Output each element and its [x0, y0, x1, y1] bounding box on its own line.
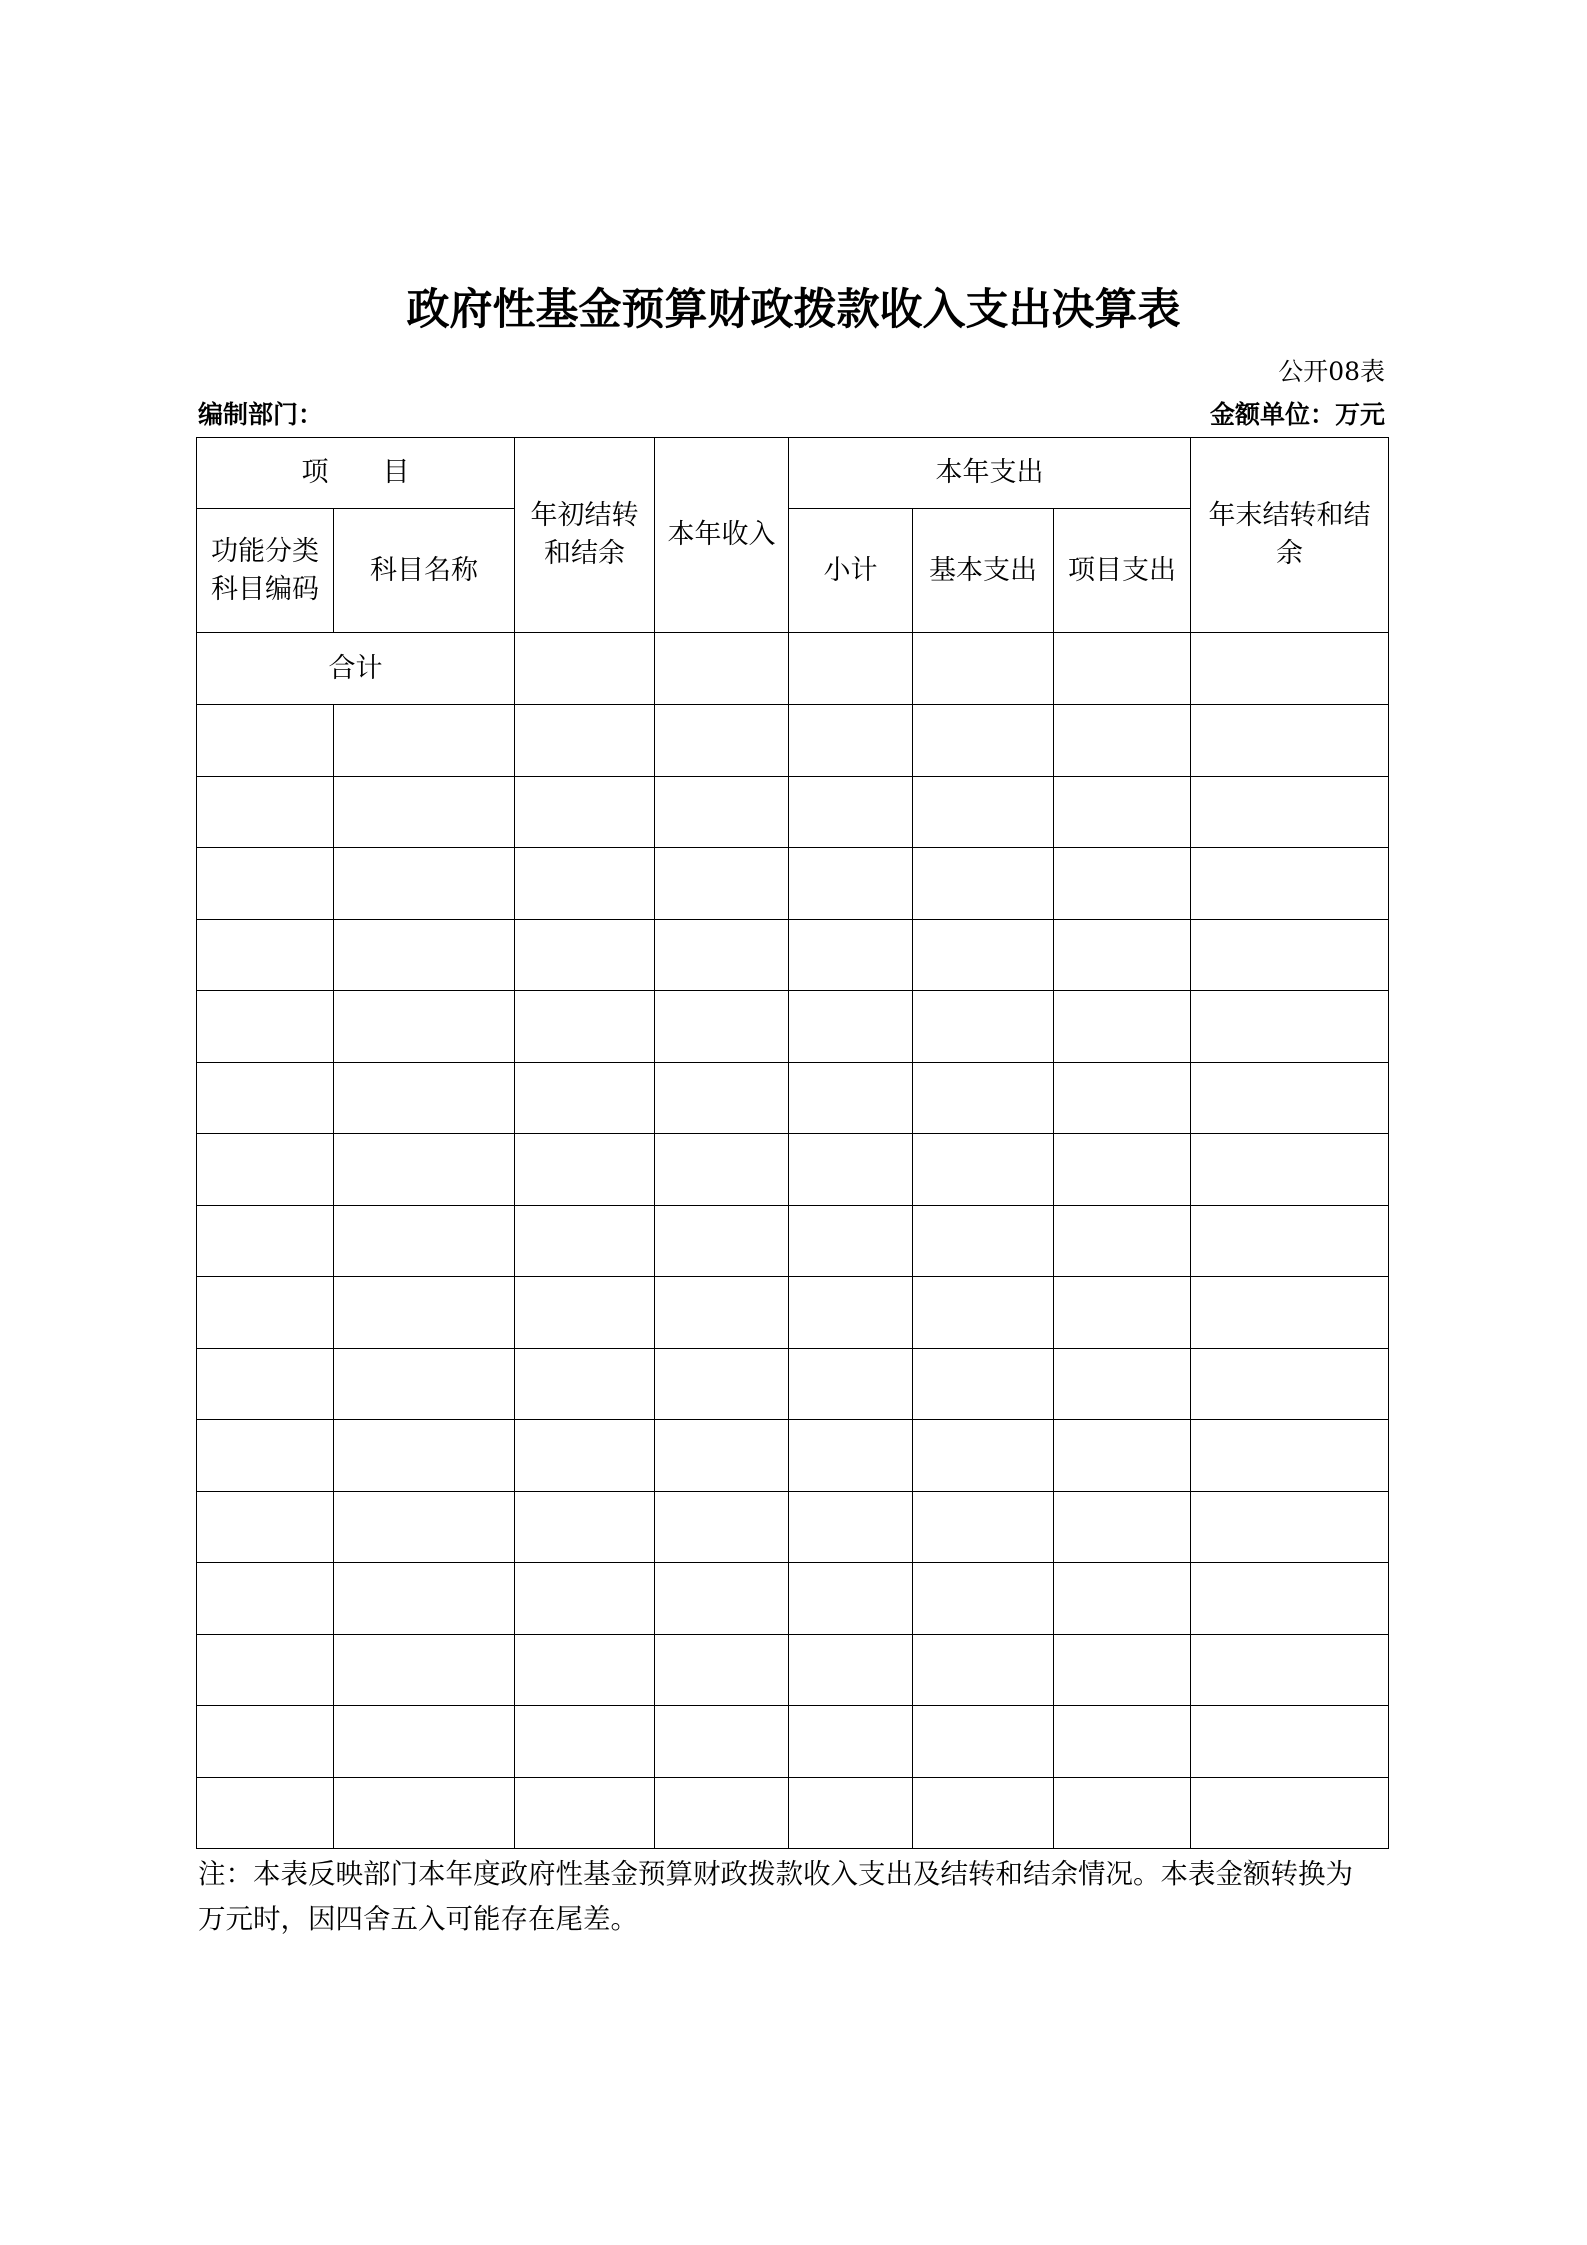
header-function-code: 功能分类科目编码: [197, 509, 334, 633]
table-cell: [789, 1563, 913, 1635]
table-cell: [334, 1491, 515, 1563]
footnote-line-1: 注：本表反映部门本年度政府性基金预算财政拨款收入支出及结转和结余情况。本表金额转换为: [198, 1858, 1353, 1890]
table-row: [197, 1277, 1389, 1349]
table-cell: [197, 1563, 334, 1635]
table-cell: [1054, 1706, 1191, 1778]
table-cell: [197, 776, 334, 848]
table-cell: [789, 1062, 913, 1134]
total-cell: [1191, 633, 1389, 705]
table-cell: [515, 1205, 655, 1277]
table-row: [197, 1205, 1389, 1277]
table-cell: [913, 1277, 1054, 1349]
table-cell: [655, 1348, 789, 1420]
header-subject-name: 科目名称: [334, 509, 515, 633]
table-cell: [655, 1134, 789, 1206]
table-row: [197, 705, 1389, 777]
budget-table: [196, 437, 1389, 1849]
table-cell: [197, 1706, 334, 1778]
table-cell: [334, 1348, 515, 1420]
table-row: [197, 776, 1389, 848]
table-cell: [1191, 1706, 1389, 1778]
table-cell: [655, 991, 789, 1063]
table-cell: [1191, 1563, 1389, 1635]
header-subtotal: 小计: [789, 509, 913, 633]
header-item: 项 目: [197, 438, 515, 509]
table-cell: [334, 1777, 515, 1849]
table-cell: [1054, 705, 1191, 777]
table-cell: [789, 1277, 913, 1349]
table-cell: [913, 1134, 1054, 1206]
table-cell: [1191, 1277, 1389, 1349]
table-cell: [789, 991, 913, 1063]
table-cell: [334, 991, 515, 1063]
table-cell: [197, 705, 334, 777]
page-title: 政府性基金预算财政拨款收入支出决算表: [406, 285, 1181, 335]
table-cell: [515, 1563, 655, 1635]
table-cell: [913, 1563, 1054, 1635]
table-cell: [197, 1062, 334, 1134]
table-cell: [1191, 991, 1389, 1063]
total-cell: [789, 633, 913, 705]
table-cell: [655, 1277, 789, 1349]
table-cell: [334, 1634, 515, 1706]
table-cell: [1054, 1062, 1191, 1134]
table-cell: [789, 1491, 913, 1563]
table-cell: [655, 1706, 789, 1778]
table-cell: [334, 1277, 515, 1349]
table-cell: [334, 705, 515, 777]
table-cell: [334, 919, 515, 991]
table-row: [197, 1491, 1389, 1563]
table-cell: [1054, 1348, 1191, 1420]
table-cell: [913, 919, 1054, 991]
table-cell: [789, 1205, 913, 1277]
table-cell: [515, 1348, 655, 1420]
table-cell: [1191, 1134, 1389, 1206]
table-cell: [197, 1205, 334, 1277]
total-label: 合计: [197, 633, 515, 705]
table-cell: [1054, 776, 1191, 848]
table-cell: [655, 919, 789, 991]
header-basic-expense: 基本支出: [913, 509, 1054, 633]
table-cell: [197, 1348, 334, 1420]
header-current-expense: 本年支出: [789, 438, 1191, 509]
table-cell: [515, 1634, 655, 1706]
table-cell: [1054, 1134, 1191, 1206]
table-cell: [197, 1491, 334, 1563]
table-cell: [789, 919, 913, 991]
department-label: 编制部门：: [198, 400, 324, 429]
table-row: [197, 1777, 1389, 1849]
table-cell: [1191, 1777, 1389, 1849]
table-row: [197, 1634, 1389, 1706]
footnote: [198, 1852, 1353, 1942]
table-cell: [1054, 1563, 1191, 1635]
header-row-1: [197, 438, 1389, 509]
table-cell: [913, 991, 1054, 1063]
table-cell: [197, 1277, 334, 1349]
table-cell: [1054, 991, 1191, 1063]
table-cell: [913, 1777, 1054, 1849]
table-cell: [789, 1634, 913, 1706]
table-row: [197, 848, 1389, 920]
table-cell: [1191, 1420, 1389, 1492]
table-cell: [1054, 1777, 1191, 1849]
table-cell: [334, 1205, 515, 1277]
table-cell: [515, 991, 655, 1063]
table-cell: [515, 705, 655, 777]
table-cell: [197, 1420, 334, 1492]
table-cell: [913, 1634, 1054, 1706]
table-cell: [789, 776, 913, 848]
table-cell: [515, 848, 655, 920]
table-cell: [655, 1491, 789, 1563]
table-cell: [334, 776, 515, 848]
table-cell: [197, 848, 334, 920]
table-cell: [1054, 848, 1191, 920]
table-cell: [515, 776, 655, 848]
total-cell: [515, 633, 655, 705]
table-cell: [334, 848, 515, 920]
table-cell: [1191, 1348, 1389, 1420]
table-cell: [515, 1134, 655, 1206]
table-cell: [515, 1706, 655, 1778]
table-cell: [655, 1634, 789, 1706]
total-cell: [655, 633, 789, 705]
header-opening-balance: 年初结转和结余: [515, 438, 655, 633]
table-cell: [1191, 1491, 1389, 1563]
table-cell: [197, 991, 334, 1063]
table-cell: [789, 1134, 913, 1206]
table-cell: [655, 1062, 789, 1134]
table-cell: [334, 1420, 515, 1492]
table-cell: [1191, 1062, 1389, 1134]
header-project-expense: 项目支出: [1054, 509, 1191, 633]
table-cell: [655, 1777, 789, 1849]
table-cell: [1054, 1491, 1191, 1563]
table-cell: [197, 1134, 334, 1206]
table-cell: [334, 1062, 515, 1134]
table-number: 公开08表: [1278, 357, 1385, 386]
table-cell: [1054, 1277, 1191, 1349]
table-cell: [913, 1062, 1054, 1134]
table-cell: [913, 848, 1054, 920]
table-cell: [334, 1706, 515, 1778]
table-cell: [1191, 776, 1389, 848]
table-cell: [655, 848, 789, 920]
table-cell: [515, 1777, 655, 1849]
total-cell: [1054, 633, 1191, 705]
header-current-income: 本年收入: [655, 438, 789, 633]
table-cell: [334, 1563, 515, 1635]
table-cell: [655, 1563, 789, 1635]
table-cell: [1191, 705, 1389, 777]
table-cell: [515, 1491, 655, 1563]
table-cell: [655, 776, 789, 848]
table-row: [197, 991, 1389, 1063]
table-cell: [197, 1634, 334, 1706]
table-cell: [1191, 919, 1389, 991]
table-cell: [655, 1420, 789, 1492]
total-row: [197, 633, 1389, 705]
table-cell: [655, 705, 789, 777]
table-cell: [515, 1277, 655, 1349]
table-cell: [515, 1062, 655, 1134]
table-cell: [913, 1491, 1054, 1563]
table-cell: [197, 919, 334, 991]
table-cell: [913, 705, 1054, 777]
table-cell: [789, 848, 913, 920]
table-row: [197, 1348, 1389, 1420]
table-row: [197, 1563, 1389, 1635]
header-closing-balance: 年末结转和结余: [1191, 438, 1389, 633]
table-cell: [1191, 1634, 1389, 1706]
table-row: [197, 1134, 1389, 1206]
table-cell: [913, 776, 1054, 848]
table-cell: [334, 1134, 515, 1206]
table-row: [197, 919, 1389, 991]
table-cell: [515, 919, 655, 991]
table-cell: [1054, 1205, 1191, 1277]
table-row: [197, 1062, 1389, 1134]
table-cell: [1054, 1420, 1191, 1492]
table-cell: [913, 1205, 1054, 1277]
table-cell: [1191, 848, 1389, 920]
table-cell: [789, 1348, 913, 1420]
table-row: [197, 1420, 1389, 1492]
table-cell: [1191, 1205, 1389, 1277]
table-cell: [789, 705, 913, 777]
table-cell: [1054, 1634, 1191, 1706]
table-cell: [913, 1706, 1054, 1778]
total-cell: [913, 633, 1054, 705]
table-cell: [1054, 919, 1191, 991]
table-cell: [515, 1420, 655, 1492]
table-cell: [913, 1420, 1054, 1492]
table-cell: [913, 1348, 1054, 1420]
table-cell: [197, 1777, 334, 1849]
table-cell: [655, 1205, 789, 1277]
table-cell: [789, 1706, 913, 1778]
table-cell: [789, 1777, 913, 1849]
amount-unit-label: 金额单位：万元: [1209, 400, 1385, 429]
footnote-line-2: 万元时，因四舍五入可能存在尾差。: [198, 1903, 638, 1935]
table-cell: [789, 1420, 913, 1492]
table-row: [197, 1706, 1389, 1778]
